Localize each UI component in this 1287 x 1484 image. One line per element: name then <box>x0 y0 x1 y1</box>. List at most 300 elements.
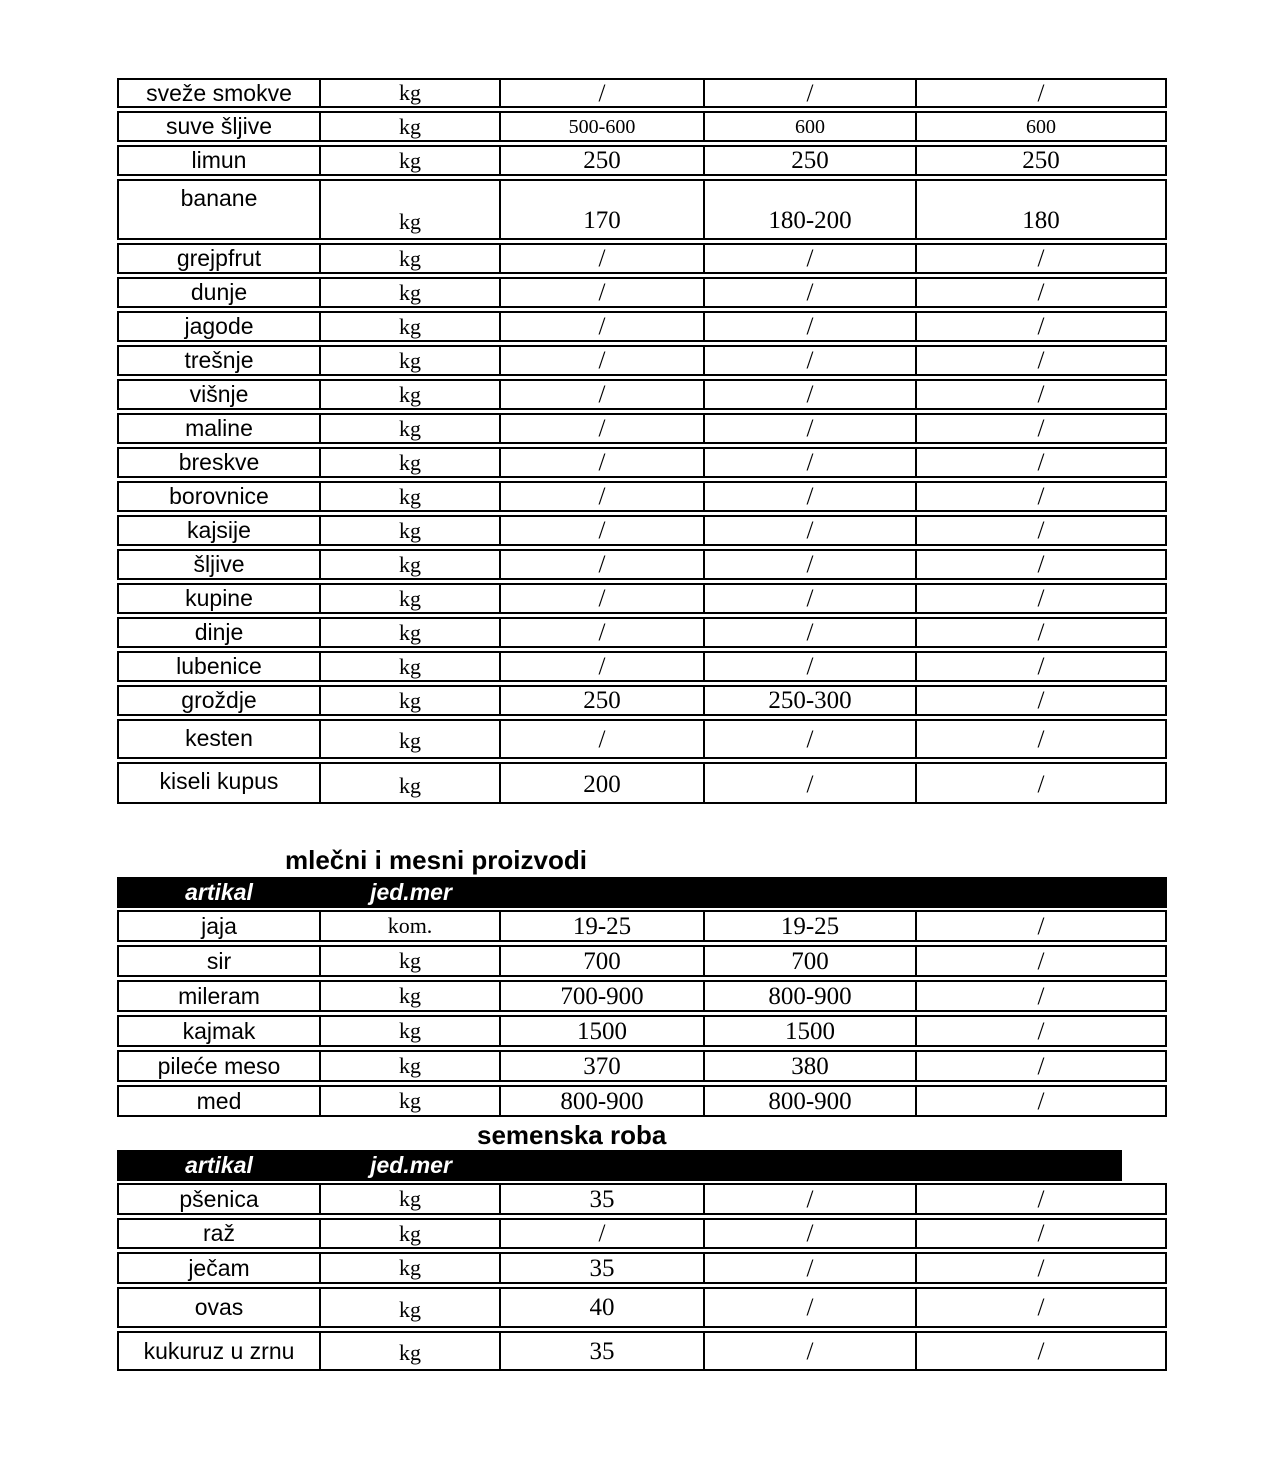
price-col1-cell <box>501 982 705 1010</box>
unit-cell <box>321 585 501 612</box>
price-col1-cell <box>501 551 705 578</box>
unit-cell <box>321 347 501 374</box>
price-col3-cell <box>917 80 1165 106</box>
item-cell <box>119 483 321 510</box>
item-label: pšenica <box>179 1185 259 1212</box>
price-value: 500-600 <box>568 115 636 138</box>
price-value: 380 <box>791 1052 829 1080</box>
item-cell <box>119 181 321 238</box>
price-value: / <box>1037 653 1045 680</box>
price-col1-cell <box>501 1052 705 1080</box>
price-value: / <box>806 1254 814 1282</box>
price-value: 1500 <box>785 1017 835 1045</box>
price-col1-cell <box>501 381 705 408</box>
price-value: / <box>598 653 606 680</box>
seeds-header-artikal: artikal <box>185 1152 253 1178</box>
table-row <box>117 1015 1167 1047</box>
price-value: / <box>1037 551 1045 578</box>
seeds-header-jedmer: jed.mer <box>370 1152 452 1178</box>
item-cell <box>119 982 321 1010</box>
item-label: suve šljive <box>165 113 273 139</box>
item-cell <box>119 1185 321 1213</box>
unit-cell <box>321 1220 501 1247</box>
item-label: šljive <box>193 551 245 577</box>
price-value: / <box>806 726 814 753</box>
item-label: borovnice <box>169 483 269 509</box>
price-col1-cell <box>501 764 705 802</box>
unit-cell <box>321 415 501 442</box>
unit-cell <box>321 313 501 340</box>
price-value: / <box>1037 517 1045 544</box>
price-col1-cell <box>501 245 705 272</box>
table-row <box>117 583 1167 614</box>
price-value: / <box>598 517 606 544</box>
price-value: / <box>1037 1017 1045 1045</box>
price-col3-cell <box>917 721 1165 757</box>
table-row <box>117 243 1167 274</box>
item-cell <box>119 721 321 757</box>
price-col3-cell <box>917 764 1165 802</box>
price-col3-cell <box>917 483 1165 510</box>
price-value: / <box>1037 687 1045 714</box>
price-col1-cell <box>501 1185 705 1213</box>
price-col1-cell <box>501 1333 705 1369</box>
price-col1-cell <box>501 1289 705 1326</box>
dairy-price-table <box>117 910 1167 1117</box>
price-col3-cell <box>917 415 1165 442</box>
unit-label: kg <box>399 1340 421 1365</box>
price-value: / <box>1037 483 1045 510</box>
price-col1-cell <box>501 585 705 612</box>
price-col2-cell <box>705 517 917 544</box>
price-value: / <box>598 551 606 578</box>
unit-label: kg <box>399 1186 421 1211</box>
unit-cell <box>321 619 501 646</box>
price-value: 19-25 <box>572 912 632 940</box>
table-row <box>117 1085 1167 1117</box>
price-value: / <box>1037 771 1045 798</box>
price-col3-cell <box>917 181 1165 238</box>
price-col2-cell <box>705 415 917 442</box>
price-value: 800-900 <box>560 1087 644 1115</box>
table-row <box>117 651 1167 682</box>
item-cell <box>119 347 321 374</box>
price-value: / <box>1037 1220 1045 1247</box>
table-row <box>117 145 1167 176</box>
table-row <box>117 910 1167 942</box>
item-cell <box>119 619 321 646</box>
price-value: / <box>1037 619 1045 646</box>
price-value: / <box>598 415 606 442</box>
unit-label: kg <box>399 1088 421 1113</box>
unit-cell <box>321 1333 501 1369</box>
price-value: 250 <box>583 687 621 714</box>
item-label: ječam <box>188 1254 250 1281</box>
price-col1-cell <box>501 113 705 140</box>
price-value: / <box>806 279 814 306</box>
price-value: / <box>598 245 606 272</box>
table-row <box>117 379 1167 410</box>
item-label: pileće meso <box>157 1052 281 1079</box>
item-cell <box>119 245 321 272</box>
price-col3-cell <box>917 279 1165 306</box>
item-cell <box>119 585 321 612</box>
unit-cell <box>321 483 501 510</box>
item-label: jagode <box>184 313 254 339</box>
price-value: / <box>1037 381 1045 408</box>
price-value: / <box>806 517 814 544</box>
price-value: / <box>806 483 814 510</box>
price-col1-cell <box>501 80 705 106</box>
dairy-meat-section-title: mlečni i mesni proizvodi <box>285 845 587 875</box>
table-row <box>117 945 1167 977</box>
price-col2-cell <box>705 147 917 174</box>
price-value: / <box>1037 347 1045 374</box>
price-col2-cell <box>705 947 917 975</box>
price-col3-cell <box>917 947 1165 975</box>
price-col1-cell <box>501 181 705 238</box>
unit-label: kg <box>399 245 421 271</box>
price-value: 250 <box>791 147 829 174</box>
price-col1-cell <box>501 347 705 374</box>
price-col2-cell <box>705 80 917 106</box>
price-value: / <box>598 347 606 374</box>
price-col2-cell <box>705 1220 917 1247</box>
price-value: / <box>1037 1052 1045 1080</box>
price-col2-cell <box>705 982 917 1010</box>
item-label: maline <box>185 415 253 441</box>
price-value: 600 <box>795 115 825 138</box>
item-label: raž <box>203 1220 235 1246</box>
price-value: / <box>1037 80 1045 106</box>
price-value: 180-200 <box>768 207 852 234</box>
price-value: / <box>806 653 814 680</box>
unit-label: kg <box>399 381 421 407</box>
price-col2-cell <box>705 181 917 238</box>
price-value: / <box>1037 1337 1045 1365</box>
unit-label: kg <box>399 347 421 373</box>
price-col1-cell <box>501 279 705 306</box>
item-cell <box>119 449 321 476</box>
price-value: 800-900 <box>768 982 852 1010</box>
price-col2-cell <box>705 1087 917 1115</box>
table-row <box>117 111 1167 142</box>
price-value: / <box>806 381 814 408</box>
unit-label: kg <box>399 983 421 1008</box>
price-col1-cell <box>501 619 705 646</box>
unit-label: kg <box>399 279 421 305</box>
item-cell <box>119 551 321 578</box>
price-value: 800-900 <box>768 1087 852 1115</box>
price-value: / <box>806 1337 814 1365</box>
price-col3-cell <box>917 449 1165 476</box>
price-value: / <box>598 726 606 753</box>
price-value: / <box>806 1294 814 1321</box>
unit-cell <box>321 517 501 544</box>
item-cell <box>119 687 321 714</box>
item-label: višnje <box>189 381 249 407</box>
item-label: grejpfrut <box>176 245 262 271</box>
table-row <box>117 447 1167 478</box>
price-col2-cell <box>705 1289 917 1326</box>
item-cell <box>119 147 321 174</box>
dairy-header-artikal: artikal <box>185 879 253 905</box>
seeds-section-title: semenska roba <box>477 1120 667 1150</box>
unit-label: kg <box>399 1220 421 1246</box>
price-value: / <box>598 449 606 476</box>
price-col2-cell <box>705 1185 917 1213</box>
unit-label: kg <box>399 687 421 713</box>
price-value: / <box>806 449 814 476</box>
price-value: / <box>1037 279 1045 306</box>
price-col2-cell <box>705 1017 917 1045</box>
unit-cell <box>321 721 501 757</box>
price-col1-cell <box>501 653 705 680</box>
item-cell <box>119 912 321 940</box>
seeds-price-table <box>117 1183 1167 1371</box>
unit-label: kg <box>399 209 421 234</box>
unit-cell <box>321 181 501 238</box>
price-col2-cell <box>705 449 917 476</box>
unit-label: kg <box>399 1018 421 1043</box>
price-value: 700 <box>791 947 829 975</box>
price-value: / <box>1037 726 1045 753</box>
price-col1-cell <box>501 1220 705 1247</box>
item-cell <box>119 517 321 544</box>
price-value: / <box>598 1220 606 1247</box>
price-col3-cell <box>917 147 1165 174</box>
unit-cell <box>321 1052 501 1080</box>
price-col1-cell <box>501 912 705 940</box>
unit-cell <box>321 653 501 680</box>
price-col1-cell <box>501 483 705 510</box>
price-col3-cell <box>917 1185 1165 1213</box>
item-label: jaja <box>201 912 237 939</box>
seeds-table-header-bar <box>117 1150 1122 1181</box>
price-value: / <box>806 313 814 340</box>
item-label: sir <box>206 947 232 974</box>
price-value: 250 <box>583 147 621 174</box>
price-col3-cell <box>917 585 1165 612</box>
price-value: / <box>806 619 814 646</box>
table-row <box>117 277 1167 308</box>
table-row <box>117 762 1167 804</box>
unit-label: kg <box>399 948 421 973</box>
unit-label: kg <box>399 551 421 577</box>
unit-label: kg <box>399 113 421 139</box>
table-row <box>117 719 1167 759</box>
unit-label: kg <box>399 773 421 798</box>
item-label: trešnje <box>184 347 254 373</box>
item-label: sveže smokve <box>146 80 292 106</box>
unit-label: kom. <box>387 913 433 938</box>
price-value: / <box>598 585 606 612</box>
table-row <box>117 1287 1167 1328</box>
unit-cell <box>321 1185 501 1213</box>
unit-cell <box>321 1017 501 1045</box>
price-value: / <box>598 313 606 340</box>
price-col3-cell <box>917 381 1165 408</box>
price-value: 250 <box>1022 147 1060 174</box>
item-cell <box>119 1289 321 1326</box>
price-value: 35 <box>589 1254 615 1282</box>
unit-cell <box>321 912 501 940</box>
price-col2-cell <box>705 113 917 140</box>
item-label: banane <box>180 185 258 211</box>
price-col1-cell <box>501 687 705 714</box>
price-col1-cell <box>501 313 705 340</box>
unit-label: kg <box>399 313 421 339</box>
price-col3-cell <box>917 1017 1165 1045</box>
price-value: 600 <box>1026 115 1056 138</box>
table-row <box>117 78 1167 108</box>
price-col3-cell <box>917 1254 1165 1282</box>
price-col2-cell <box>705 1254 917 1282</box>
item-cell <box>119 1087 321 1115</box>
price-value: / <box>806 551 814 578</box>
dairy-header-jedmer: jed.mer <box>370 879 452 905</box>
table-row <box>117 179 1167 240</box>
item-cell <box>119 1333 321 1369</box>
price-col3-cell <box>917 347 1165 374</box>
price-col3-cell <box>917 1289 1165 1326</box>
price-value: / <box>1037 245 1045 272</box>
unit-label: kg <box>399 449 421 475</box>
item-label: dinje <box>194 619 244 645</box>
item-label: mileram <box>178 982 260 1009</box>
price-value: 35 <box>589 1185 615 1213</box>
price-value: / <box>1037 1185 1045 1213</box>
price-col3-cell <box>917 687 1165 714</box>
price-col3-cell <box>917 1333 1165 1369</box>
price-value: / <box>806 585 814 612</box>
price-col2-cell <box>705 912 917 940</box>
item-label: med <box>196 1087 242 1114</box>
price-value: / <box>1037 947 1045 975</box>
item-cell <box>119 1052 321 1080</box>
price-col2-cell <box>705 347 917 374</box>
item-cell <box>119 313 321 340</box>
item-label: kupine <box>185 585 253 611</box>
unit-label: kg <box>399 80 421 105</box>
unit-label: kg <box>399 147 421 173</box>
price-col2-cell <box>705 279 917 306</box>
item-cell <box>119 653 321 680</box>
item-label: kesten <box>185 725 253 751</box>
price-value: / <box>1037 912 1045 940</box>
table-row <box>117 345 1167 376</box>
price-value: / <box>1037 449 1045 476</box>
price-value: / <box>1037 1294 1045 1321</box>
price-value: / <box>598 381 606 408</box>
unit-cell <box>321 947 501 975</box>
price-col3-cell <box>917 551 1165 578</box>
price-col2-cell <box>705 1052 917 1080</box>
table-row <box>117 1252 1167 1284</box>
unit-label: kg <box>399 517 421 543</box>
price-value: / <box>806 415 814 442</box>
table-row <box>117 515 1167 546</box>
fruits-price-table <box>117 78 1167 807</box>
table-row <box>117 1218 1167 1249</box>
price-col1-cell <box>501 1087 705 1115</box>
price-col3-cell <box>917 653 1165 680</box>
price-value: / <box>598 80 606 106</box>
price-value: / <box>806 1220 814 1247</box>
price-value: / <box>1037 1087 1045 1115</box>
price-col3-cell <box>917 1220 1165 1247</box>
item-label: breskve <box>178 449 260 475</box>
price-value: 250-300 <box>768 687 852 714</box>
price-value: / <box>806 245 814 272</box>
price-col2-cell <box>705 619 917 646</box>
price-value: 19-25 <box>780 912 840 940</box>
unit-cell <box>321 279 501 306</box>
item-cell <box>119 764 321 802</box>
table-row <box>117 685 1167 716</box>
table-row <box>117 549 1167 580</box>
table-row <box>117 980 1167 1012</box>
price-value: / <box>1037 415 1045 442</box>
seeds-section <box>117 1121 1167 1374</box>
item-cell <box>119 1254 321 1282</box>
item-cell <box>119 947 321 975</box>
item-label: ovas <box>194 1294 244 1320</box>
unit-cell <box>321 80 501 106</box>
price-value: 40 <box>589 1294 615 1321</box>
price-col2-cell <box>705 551 917 578</box>
unit-cell <box>321 113 501 140</box>
unit-cell <box>321 245 501 272</box>
unit-cell <box>321 147 501 174</box>
unit-label: kg <box>399 1053 421 1078</box>
price-col2-cell <box>705 483 917 510</box>
item-label: kiseli kupus <box>159 768 279 794</box>
price-col2-cell <box>705 313 917 340</box>
item-cell <box>119 381 321 408</box>
price-col2-cell <box>705 381 917 408</box>
table-row <box>117 1331 1167 1371</box>
unit-cell <box>321 687 501 714</box>
table-row <box>117 311 1167 342</box>
price-value: 370 <box>583 1052 621 1080</box>
item-label: lubenice <box>176 653 262 679</box>
price-col1-cell <box>501 1254 705 1282</box>
unit-cell <box>321 1087 501 1115</box>
price-col2-cell <box>705 764 917 802</box>
item-cell <box>119 1220 321 1247</box>
price-col1-cell <box>501 147 705 174</box>
price-value: / <box>1037 982 1045 1010</box>
price-value: 200 <box>583 771 621 798</box>
unit-label: kg <box>399 619 421 645</box>
dairy-meat-section <box>117 846 1167 1120</box>
table-row <box>117 413 1167 444</box>
table-row <box>117 617 1167 648</box>
item-label: dunje <box>190 279 248 305</box>
price-value: / <box>598 619 606 646</box>
price-col3-cell <box>917 619 1165 646</box>
price-value: / <box>806 80 814 106</box>
price-col2-cell <box>705 721 917 757</box>
price-col3-cell <box>917 517 1165 544</box>
item-label: limun <box>191 147 247 173</box>
price-col3-cell <box>917 1087 1165 1115</box>
price-col3-cell <box>917 313 1165 340</box>
price-col1-cell <box>501 721 705 757</box>
price-value: / <box>1037 1254 1045 1282</box>
unit-label: kg <box>399 483 421 509</box>
